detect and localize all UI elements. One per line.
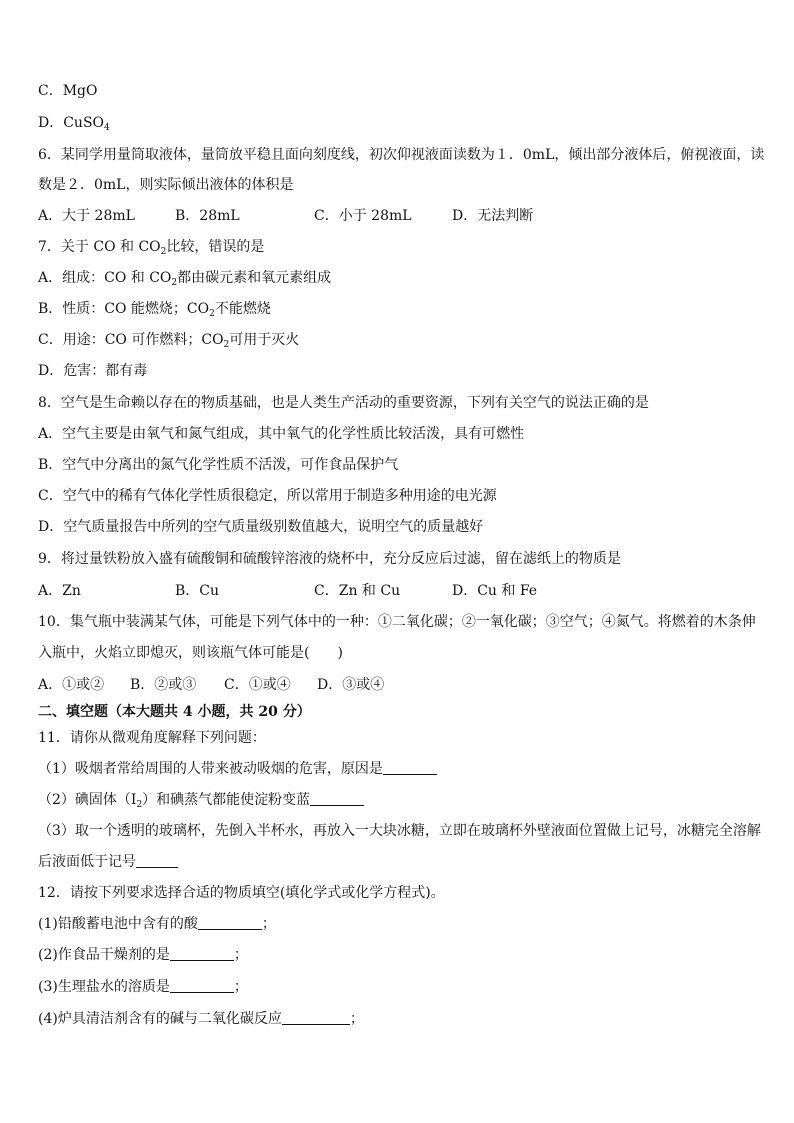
q11-part2-subscript: 2 — [136, 800, 143, 810]
q11-stem-text: 11．请你从微观角度解释下列问题： — [38, 730, 266, 746]
q8-option-c — [38, 487, 497, 505]
q7-option-b — [38, 300, 271, 318]
q7-option-d-text: D．危害：都有毒 — [38, 363, 148, 379]
q7-option-a-text-a: A．组成：CO 和 CO — [38, 270, 172, 286]
q11-stem — [38, 729, 266, 747]
q10-option-a: A．①或② — [38, 677, 105, 693]
q9-option-b: B．Cu — [175, 583, 220, 599]
q11-part3-text2: 后液面低于记号 — [38, 854, 136, 870]
q10-stem-line2 — [38, 644, 343, 662]
q8-option-a — [38, 425, 524, 443]
q7-option-a — [38, 269, 331, 287]
q12-stem — [38, 884, 445, 902]
q10-stem-line1 — [38, 613, 756, 631]
q7-option-c-text-a: C．用途：CO 可作燃料；CO — [38, 332, 224, 348]
q7-stem-subscript: 2 — [160, 247, 167, 257]
q12-part1-text: (1)铅酸蓄电池中含有的酸 — [38, 916, 198, 932]
q11-part3-text1: （3）取一个透明的玻璃杯，先倒入半杯水，再放入一大块冰糖，立即在玻璃杯外壁液面位置做上记号，冰糖完全溶解 — [38, 823, 761, 839]
q12-part4-text: (4)炉具清洁剂含有的碱与二氧化碳反应 — [38, 1011, 282, 1027]
q11-part3-line2 — [38, 853, 178, 871]
q11-part2 — [38, 791, 364, 809]
q8-option-d-text: D．空气质量报告中所列的空气质量级别数值越大，说明空气的质量越好 — [38, 519, 484, 535]
q8-option-b — [38, 456, 398, 474]
answer-blank[interactable] — [136, 853, 178, 868]
q11-part2-text-b: ）和碘蒸气都能使淀粉变蓝 — [142, 792, 311, 808]
q10-stem-text2: 入瓶中，火焰立即熄灭，则该瓶气体可能是( ) — [38, 645, 343, 661]
q7-option-b-subscript: 2 — [209, 309, 215, 319]
q8-stem — [38, 394, 649, 412]
q9-option-c: C．Zn 和 Cu — [314, 583, 401, 599]
q10-option-c: C．①或④ — [224, 677, 291, 693]
q11-part3-line1 — [38, 822, 761, 840]
q5-option-c — [38, 82, 98, 100]
q12-part3 — [38, 978, 248, 996]
q9-stem — [38, 550, 621, 568]
answer-blank[interactable] — [310, 791, 364, 806]
q6-stem-text2: 数是２．0mL，则实际倾出液体的体积是 — [38, 177, 294, 193]
q5-option-d — [38, 114, 110, 132]
q8-option-a-text: A．空气主要是由氧气和氮气组成，其中氧气的化学性质比较活泼，具有可燃性 — [38, 426, 525, 442]
q7-stem-text-a: 7．关于 CO 和 CO — [38, 239, 161, 255]
q12-part3-text: (3)生理盐水的溶质是 — [38, 979, 170, 995]
q7-option-c-text-b: 可用于灭火 — [229, 332, 300, 348]
q12-part4-end: ； — [349, 1011, 364, 1027]
q6-option-d: D．无法判断 — [452, 208, 534, 224]
q9-option-d: D．Cu 和 Fe — [452, 583, 538, 599]
q5-option-c-text: C．MgO — [38, 83, 98, 99]
q5-option-d-subscript: 4 — [104, 123, 110, 133]
q6-option-b: B．28mL — [175, 208, 240, 224]
q7-option-d — [38, 362, 147, 380]
section-heading — [38, 703, 311, 721]
q9-stem-text: 9．将过量铁粉放入盛有硫酸铜和硫酸锌溶液的烧杯中，充分反应后过滤，留在滤纸上的物质是 — [38, 551, 621, 567]
q11-part1-text: （1）吸烟者常给周围的人带来被动吸烟的危害，原因是 — [38, 761, 383, 777]
q7-option-c-subscript: 2 — [223, 340, 230, 350]
q12-part1-end: ； — [261, 916, 276, 932]
answer-blank[interactable] — [170, 978, 234, 993]
answer-blank[interactable] — [282, 1010, 350, 1025]
answer-blank[interactable] — [170, 946, 234, 961]
answer-blank[interactable] — [198, 915, 262, 930]
q10-option-d: D．③或④ — [317, 677, 385, 693]
q7-option-b-text-b: 不能燃烧 — [214, 301, 271, 317]
q12-part1 — [38, 915, 276, 933]
q6-option-a: A．大于 28mL — [38, 208, 135, 224]
q12-part3-end: ； — [233, 979, 248, 995]
q10-option-b: B．②或③ — [130, 677, 197, 693]
q10-stem-text1: 10．集气瓶中装满某气体，可能是下列气体中的一种：①二氧化碳；②一氧化碳；③空气；④氮气。将燃着的木条伸 — [38, 614, 756, 630]
q7-option-c — [38, 331, 299, 349]
q8-stem-text: 8．空气是生命赖以存在的物质基础，也是人类生产活动的重要资源，下列有关空气的说法正确的是 — [38, 395, 649, 411]
q6-stem-text1: 6．某同学用量筒取液体，量筒放平稳且面向刻度线，初次仰视液面读数为１．0mL，倾出部分液体后，俯视液面，读 — [38, 147, 765, 163]
q6-stem-line2 — [38, 176, 293, 194]
q12-part2-end: ； — [233, 947, 248, 963]
q5-option-d-text: D．CuSO — [38, 115, 105, 131]
q7-stem-text-b: 比较，错误的是 — [166, 239, 265, 255]
q12-part4 — [38, 1010, 364, 1028]
q11-part1 — [38, 760, 437, 778]
q12-part2 — [38, 946, 248, 964]
answer-blank[interactable] — [383, 760, 437, 775]
q8-option-d — [38, 518, 483, 536]
q6-stem-line1 — [38, 146, 764, 164]
q7-option-a-subscript: 2 — [171, 278, 178, 288]
q12-part2-text: (2)作食品干燥剂的是 — [38, 947, 170, 963]
q7-stem — [38, 238, 264, 256]
q12-stem-text: 12．请按下列要求选择合适的物质填空(填化学式或化学方程式)。 — [38, 885, 445, 901]
q7-option-b-text-a: B．性质：CO 能燃烧；CO — [38, 301, 210, 317]
q7-option-a-text-b: 都由碳元素和氧元素组成 — [177, 270, 332, 286]
q9-option-a: A．Zn — [38, 583, 81, 599]
q6-option-c: C．小于 28mL — [314, 208, 412, 224]
q8-option-c-text: C．空气中的稀有气体化学性质很稳定，所以常用于制造多种用途的电光源 — [38, 488, 497, 504]
q11-part2-text-a: （2）碘固体（I — [38, 792, 137, 808]
q8-option-b-text: B．空气中分离出的氮气化学性质不活泼，可作食品保护气 — [38, 457, 399, 473]
section-heading-text: 二、填空题（本大题共 4 小题，共 20 分） — [38, 704, 311, 720]
